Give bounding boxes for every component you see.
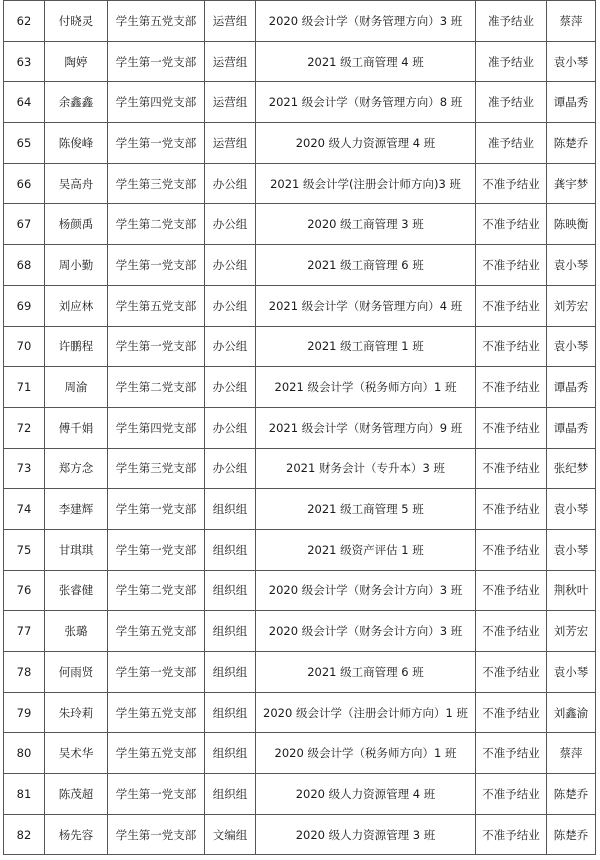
cell-class-name: 2020 级会计学（财务会计方向）3 班 bbox=[256, 570, 476, 611]
cell-work-group: 运营组 bbox=[205, 82, 256, 123]
cell-party-branch: 学生第一党支部 bbox=[108, 489, 205, 530]
cell-party-branch: 学生第五党支部 bbox=[108, 733, 205, 774]
cell-work-group: 组织组 bbox=[205, 652, 256, 693]
cell-student-name: 何雨贤 bbox=[45, 652, 108, 693]
cell-party-branch: 学生第二党支部 bbox=[108, 570, 205, 611]
cell-completion-result: 准予结业 bbox=[476, 123, 547, 164]
cell-contact-person: 袁小琴 bbox=[547, 489, 596, 530]
cell-serial-number: 80 bbox=[4, 733, 45, 774]
cell-serial-number: 64 bbox=[4, 82, 45, 123]
cell-serial-number: 67 bbox=[4, 204, 45, 245]
cell-student-name: 付晓灵 bbox=[45, 1, 108, 42]
cell-serial-number: 68 bbox=[4, 245, 45, 286]
cell-completion-result: 不准予结业 bbox=[476, 814, 547, 855]
cell-completion-result: 不准予结业 bbox=[476, 652, 547, 693]
cell-student-name: 傅千娟 bbox=[45, 407, 108, 448]
cell-serial-number: 71 bbox=[4, 367, 45, 408]
cell-party-branch: 学生第四党支部 bbox=[108, 82, 205, 123]
table-row bbox=[4, 652, 596, 693]
table-row bbox=[4, 326, 596, 367]
cell-student-name: 余鑫鑫 bbox=[45, 82, 108, 123]
table-row bbox=[4, 245, 596, 286]
cell-party-branch: 学生第四党支部 bbox=[108, 407, 205, 448]
cell-work-group: 办公组 bbox=[205, 245, 256, 286]
cell-work-group: 组织组 bbox=[205, 570, 256, 611]
cell-completion-result: 不准予结业 bbox=[476, 570, 547, 611]
cell-work-group: 运营组 bbox=[205, 41, 256, 82]
cell-student-name: 周渝 bbox=[45, 367, 108, 408]
cell-serial-number: 72 bbox=[4, 407, 45, 448]
cell-completion-result: 不准予结业 bbox=[476, 367, 547, 408]
cell-work-group: 组织组 bbox=[205, 733, 256, 774]
cell-completion-result: 不准予结业 bbox=[476, 529, 547, 570]
cell-party-branch: 学生第一党支部 bbox=[108, 814, 205, 855]
roster-table bbox=[3, 0, 596, 855]
cell-work-group: 办公组 bbox=[205, 326, 256, 367]
cell-class-name: 2020 级会计学（税务师方向）1 班 bbox=[256, 733, 476, 774]
table-row bbox=[4, 814, 596, 855]
cell-contact-person: 谭晶秀 bbox=[547, 407, 596, 448]
cell-party-branch: 学生第一党支部 bbox=[108, 123, 205, 164]
table-row bbox=[4, 692, 596, 733]
cell-student-name: 吴高舟 bbox=[45, 163, 108, 204]
table-row bbox=[4, 1, 596, 42]
cell-class-name: 2021 财务会计（专升本）3 班 bbox=[256, 448, 476, 489]
cell-class-name: 2020 级人力资源管理 4 班 bbox=[256, 774, 476, 815]
cell-completion-result: 不准予结业 bbox=[476, 245, 547, 286]
table-row bbox=[4, 407, 596, 448]
cell-serial-number: 77 bbox=[4, 611, 45, 652]
cell-student-name: 陈茂超 bbox=[45, 774, 108, 815]
cell-student-name: 杨颜禹 bbox=[45, 204, 108, 245]
cell-completion-result: 不准予结业 bbox=[476, 692, 547, 733]
cell-contact-person: 陈映衡 bbox=[547, 204, 596, 245]
cell-completion-result: 不准予结业 bbox=[476, 326, 547, 367]
cell-work-group: 组织组 bbox=[205, 774, 256, 815]
cell-serial-number: 79 bbox=[4, 692, 45, 733]
cell-work-group: 办公组 bbox=[205, 367, 256, 408]
cell-class-name: 2021 级工商管理 1 班 bbox=[256, 326, 476, 367]
cell-serial-number: 78 bbox=[4, 652, 45, 693]
cell-party-branch: 学生第一党支部 bbox=[108, 652, 205, 693]
cell-serial-number: 74 bbox=[4, 489, 45, 530]
cell-serial-number: 66 bbox=[4, 163, 45, 204]
cell-student-name: 朱玲莉 bbox=[45, 692, 108, 733]
cell-serial-number: 65 bbox=[4, 123, 45, 164]
cell-class-name: 2021 级会计学（财务管理方向）8 班 bbox=[256, 82, 476, 123]
cell-student-name: 陶婷 bbox=[45, 41, 108, 82]
cell-completion-result: 不准予结业 bbox=[476, 448, 547, 489]
cell-work-group: 文编组 bbox=[205, 814, 256, 855]
cell-class-name: 2020 级会计学（财务会计方向）3 班 bbox=[256, 611, 476, 652]
cell-contact-person: 陈楚乔 bbox=[547, 123, 596, 164]
roster-body bbox=[4, 1, 596, 855]
cell-contact-person: 陈楚乔 bbox=[547, 774, 596, 815]
table-row bbox=[4, 611, 596, 652]
cell-student-name: 周小勤 bbox=[45, 245, 108, 286]
cell-completion-result: 不准予结业 bbox=[476, 204, 547, 245]
cell-work-group: 运营组 bbox=[205, 1, 256, 42]
cell-contact-person: 陈楚乔 bbox=[547, 814, 596, 855]
cell-class-name: 2021 级资产评估 1 班 bbox=[256, 529, 476, 570]
table-row bbox=[4, 41, 596, 82]
cell-contact-person: 蔡萍 bbox=[547, 1, 596, 42]
cell-completion-result: 不准予结业 bbox=[476, 285, 547, 326]
cell-class-name: 2020 级会计学（财务管理方向）3 班 bbox=[256, 1, 476, 42]
cell-student-name: 杨先容 bbox=[45, 814, 108, 855]
cell-serial-number: 73 bbox=[4, 448, 45, 489]
cell-student-name: 陈俊峰 bbox=[45, 123, 108, 164]
cell-contact-person: 袁小琴 bbox=[547, 41, 596, 82]
cell-class-name: 2021 级会计学（财务管理方向）9 班 bbox=[256, 407, 476, 448]
cell-contact-person: 袁小琴 bbox=[547, 529, 596, 570]
table-row bbox=[4, 570, 596, 611]
cell-class-name: 2021 级会计学(注册会计师方向)3 班 bbox=[256, 163, 476, 204]
cell-serial-number: 82 bbox=[4, 814, 45, 855]
cell-serial-number: 75 bbox=[4, 529, 45, 570]
cell-work-group: 办公组 bbox=[205, 163, 256, 204]
cell-student-name: 李建辉 bbox=[45, 489, 108, 530]
cell-party-branch: 学生第五党支部 bbox=[108, 611, 205, 652]
cell-contact-person: 谭晶秀 bbox=[547, 82, 596, 123]
table-row bbox=[4, 529, 596, 570]
cell-party-branch: 学生第五党支部 bbox=[108, 285, 205, 326]
cell-party-branch: 学生第一党支部 bbox=[108, 774, 205, 815]
cell-class-name: 2020 级会计学（注册会计师方向）1 班 bbox=[256, 692, 476, 733]
cell-work-group: 组织组 bbox=[205, 529, 256, 570]
cell-contact-person: 蔡萍 bbox=[547, 733, 596, 774]
cell-class-name: 2020 级工商管理 3 班 bbox=[256, 204, 476, 245]
cell-work-group: 组织组 bbox=[205, 611, 256, 652]
cell-party-branch: 学生第三党支部 bbox=[108, 448, 205, 489]
cell-contact-person: 龚宇梦 bbox=[547, 163, 596, 204]
cell-serial-number: 76 bbox=[4, 570, 45, 611]
table-row bbox=[4, 367, 596, 408]
cell-completion-result: 准予结业 bbox=[476, 82, 547, 123]
cell-party-branch: 学生第一党支部 bbox=[108, 245, 205, 286]
table-row bbox=[4, 285, 596, 326]
cell-student-name: 吴术华 bbox=[45, 733, 108, 774]
cell-student-name: 许鹏程 bbox=[45, 326, 108, 367]
cell-completion-result: 不准予结业 bbox=[476, 733, 547, 774]
cell-class-name: 2021 级工商管理 4 班 bbox=[256, 41, 476, 82]
cell-party-branch: 学生第一党支部 bbox=[108, 529, 205, 570]
table-row bbox=[4, 123, 596, 164]
cell-work-group: 组织组 bbox=[205, 489, 256, 530]
cell-contact-person: 谭晶秀 bbox=[547, 367, 596, 408]
cell-serial-number: 62 bbox=[4, 1, 45, 42]
cell-work-group: 办公组 bbox=[205, 204, 256, 245]
cell-party-branch: 学生第三党支部 bbox=[108, 163, 205, 204]
cell-serial-number: 63 bbox=[4, 41, 45, 82]
cell-contact-person: 袁小琴 bbox=[547, 245, 596, 286]
cell-party-branch: 学生第五党支部 bbox=[108, 1, 205, 42]
table-row bbox=[4, 204, 596, 245]
cell-class-name: 2021 级工商管理 5 班 bbox=[256, 489, 476, 530]
cell-serial-number: 70 bbox=[4, 326, 45, 367]
cell-party-branch: 学生第一党支部 bbox=[108, 41, 205, 82]
cell-student-name: 甘琪琪 bbox=[45, 529, 108, 570]
cell-contact-person: 刘鑫渝 bbox=[547, 692, 596, 733]
cell-work-group: 运营组 bbox=[205, 123, 256, 164]
table-row bbox=[4, 733, 596, 774]
table-row bbox=[4, 489, 596, 530]
cell-party-branch: 学生第二党支部 bbox=[108, 204, 205, 245]
cell-class-name: 2020 级人力资源管理 3 班 bbox=[256, 814, 476, 855]
cell-contact-person: 袁小琴 bbox=[547, 652, 596, 693]
cell-contact-person: 刘芳宏 bbox=[547, 285, 596, 326]
cell-work-group: 办公组 bbox=[205, 448, 256, 489]
cell-completion-result: 不准予结业 bbox=[476, 611, 547, 652]
cell-contact-person: 张纪梦 bbox=[547, 448, 596, 489]
cell-completion-result: 准予结业 bbox=[476, 41, 547, 82]
document-page bbox=[3, 0, 596, 855]
cell-completion-result: 不准予结业 bbox=[476, 489, 547, 530]
cell-serial-number: 69 bbox=[4, 285, 45, 326]
cell-completion-result: 不准予结业 bbox=[476, 407, 547, 448]
table-row bbox=[4, 82, 596, 123]
cell-contact-person: 刘芳宏 bbox=[547, 611, 596, 652]
cell-class-name: 2020 级人力资源管理 4 班 bbox=[256, 123, 476, 164]
table-row bbox=[4, 163, 596, 204]
table-row bbox=[4, 448, 596, 489]
cell-class-name: 2021 级工商管理 6 班 bbox=[256, 652, 476, 693]
cell-completion-result: 不准予结业 bbox=[476, 163, 547, 204]
cell-party-branch: 学生第一党支部 bbox=[108, 326, 205, 367]
cell-completion-result: 不准予结业 bbox=[476, 774, 547, 815]
cell-work-group: 办公组 bbox=[205, 285, 256, 326]
cell-class-name: 2021 级会计学（财务管理方向）4 班 bbox=[256, 285, 476, 326]
table-row bbox=[4, 774, 596, 815]
cell-student-name: 刘应林 bbox=[45, 285, 108, 326]
cell-contact-person: 荆秋叶 bbox=[547, 570, 596, 611]
cell-student-name: 张睿健 bbox=[45, 570, 108, 611]
cell-party-branch: 学生第五党支部 bbox=[108, 692, 205, 733]
cell-class-name: 2021 级工商管理 6 班 bbox=[256, 245, 476, 286]
cell-serial-number: 81 bbox=[4, 774, 45, 815]
cell-contact-person: 袁小琴 bbox=[547, 326, 596, 367]
cell-class-name: 2021 级会计学（税务师方向）1 班 bbox=[256, 367, 476, 408]
cell-student-name: 张璐 bbox=[45, 611, 108, 652]
cell-work-group: 组织组 bbox=[205, 692, 256, 733]
cell-work-group: 办公组 bbox=[205, 407, 256, 448]
cell-completion-result: 准予结业 bbox=[476, 1, 547, 42]
cell-student-name: 郑方念 bbox=[45, 448, 108, 489]
cell-party-branch: 学生第二党支部 bbox=[108, 367, 205, 408]
